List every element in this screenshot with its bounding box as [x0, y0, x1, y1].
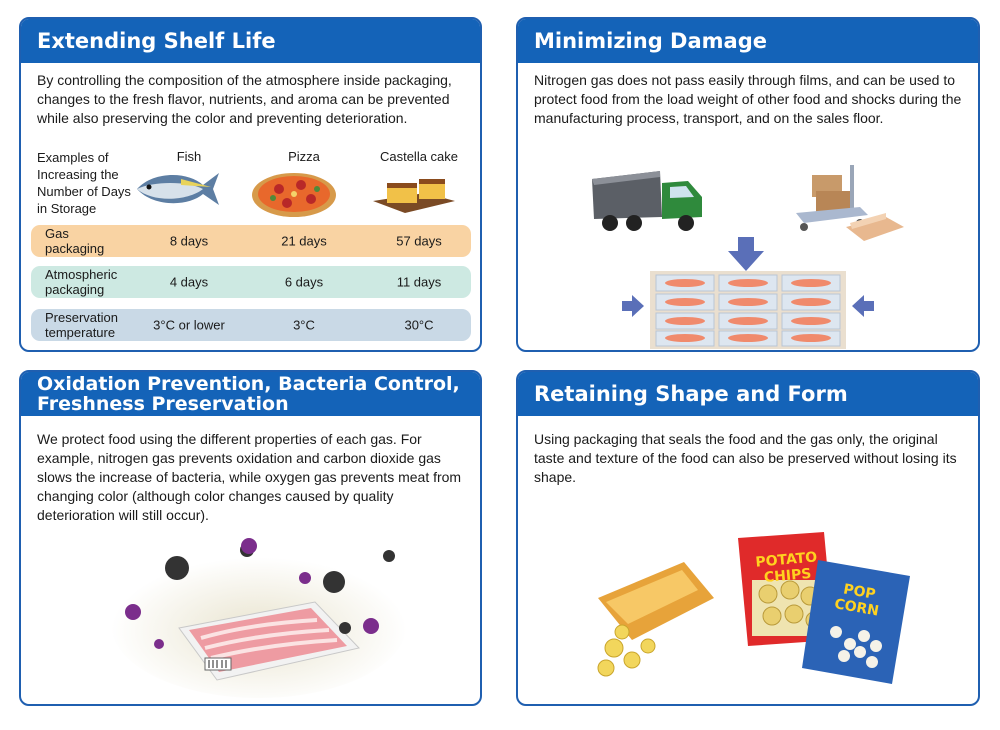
popcorn-bag-label: POP CORN	[833, 581, 881, 620]
boxes-cart-illustration	[790, 161, 910, 251]
down-arrow-icon	[728, 237, 764, 271]
right-arrow-icon	[622, 295, 644, 317]
pizza-illustration	[249, 167, 339, 219]
shelf-life-panel	[19, 17, 482, 352]
retaining-shape-text: Using packaging that seals the food and the gas only, the original taste and texture of the food can also be preserved without losing its shape.	[534, 431, 957, 485]
fish-illustration	[133, 167, 223, 209]
column-pizza: Pizza	[288, 149, 320, 164]
truck-illustration	[590, 167, 710, 235]
castella-cake-illustration	[369, 171, 459, 219]
meat-tray-bacteria-illustration	[109, 532, 409, 700]
shelf-life-title: Extending Shelf Life	[21, 19, 480, 63]
minimizing-damage-title: Minimizing Damage	[518, 19, 978, 63]
table-row: Preservation temperature 3°C or lower 3°C 30°C	[31, 309, 471, 341]
shelf-life-text: By controlling the composition of the atmosphere inside packaging, changes to the fresh flavor, nutrients, and aroma can be prevented while also preserving the color and preventing deterioration.	[37, 72, 452, 126]
table-row: Atmospheric packaging 4 days 6 days 11 days	[31, 266, 471, 298]
table-row: Gas packaging 8 days 21 days 57 days	[31, 225, 471, 257]
retaining-shape-title: Retaining Shape and Form	[518, 372, 978, 416]
left-arrow-icon	[852, 295, 874, 317]
potato-chips-bag-label: POTATO CHIPS	[754, 549, 818, 587]
minimizing-damage-panel	[516, 17, 980, 352]
oxidation-prevention-title: Oxidation Prevention, Bacteria Control, Freshness Preservation	[21, 372, 480, 416]
packaged-food-stack-illustration	[650, 271, 846, 349]
column-fish: Fish	[176, 149, 202, 164]
oxidation-prevention-panel	[19, 370, 482, 706]
retaining-shape-panel	[516, 370, 980, 706]
minimizing-damage-text: Nitrogen gas does not pass easily through films, and can be used to protect food from the load weight of other food and shocks during the manufacturing process, transport, and on the sales floor.	[534, 72, 962, 126]
examples-label: Examples of Increasing the Number of Days in Storage	[37, 150, 131, 216]
oxidation-prevention-text: We protect food using the different properties of each gas. For example, nitrogen gas prevents oxidation and carbon dioxide gas slows the increase of bacteria, while oxygen gas prevents meat from changing color (although color changes caused by quality deterioration will still occur).	[37, 431, 462, 523]
column-castella: Castella cake	[379, 149, 459, 164]
